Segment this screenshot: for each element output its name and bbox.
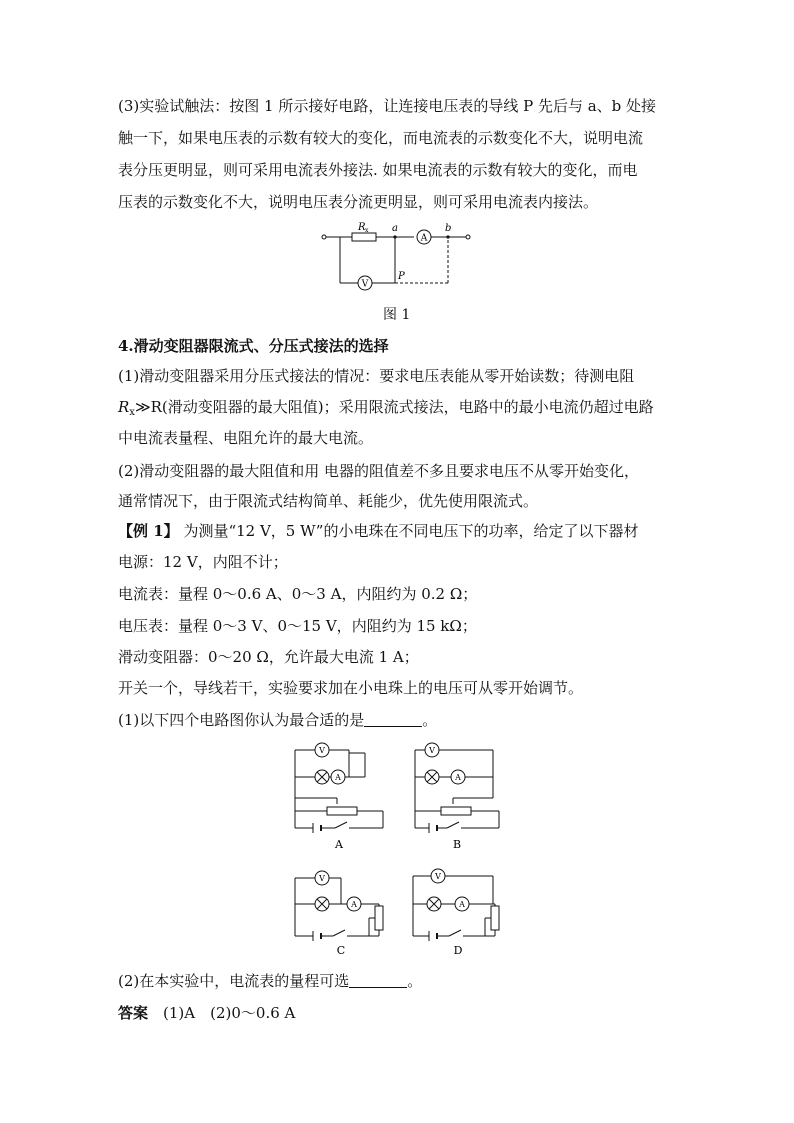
circuit-b-voltmeter-label: V: [429, 746, 435, 755]
answer-label: 答案: [118, 1004, 149, 1022]
circuit-a-voltmeter-label: V: [319, 746, 325, 755]
example-1-title: [118, 521, 638, 541]
example-voltmeter: 电压表：量程 0～3 V、0～15 V，内阻约为 15 kΩ；: [118, 617, 477, 635]
circuit-c-voltmeter-label: V: [319, 874, 325, 883]
figure-1-circuit: [318, 220, 478, 295]
question-1: [118, 710, 437, 730]
s4-item1-line-1: (1)滑动变阻器采用分压式接法的情况：要求电压表能从零开始读数；待测电阻: [118, 367, 635, 385]
circuit-c-caption: C: [336, 944, 346, 957]
circuit-d-caption: D: [453, 944, 463, 957]
example-rheostat: 滑动变阻器：0～20 Ω，允许最大电流 1 A；: [118, 648, 419, 666]
p3-line-1: (3)实验试触法：按图 1 所示接好电路，让连接电压表的导线 P 先后与 a、b 处接: [118, 97, 657, 115]
question-2-blank: [349, 973, 407, 988]
s4-item1-line-2: [118, 397, 654, 423]
s4-item2-line-1: (2)滑动变阻器的最大阻值和用 电器的阻值差不多且要求电压不从零开始变化，: [118, 462, 640, 480]
circuit-c: [295, 878, 383, 936]
example-1-tag: 【例 1】: [118, 522, 179, 540]
circuit-b-ammeter-label: A: [455, 773, 461, 782]
question-1-blank: [364, 712, 422, 727]
answer-text: (1)A (2)0～0.6 A: [163, 1004, 296, 1022]
circuit-d-voltmeter-label: V: [435, 872, 441, 881]
example-1-intro: 为测量“12 V，5 W”的小电珠在不同电压下的功率，给定了以下器材: [178, 522, 639, 540]
fig1-r-label: R: [358, 222, 366, 233]
example-switch: 开关一个，导线若干，实验要求加在小电珠上的电压可从零开始调节。: [118, 679, 584, 697]
fig1-r-sub: x: [365, 227, 369, 234]
p3-line-3: 表分压更明显，则可采用电流表外接法. 如果电流表的示数有较大的变化，而电: [118, 161, 638, 179]
question-2: [118, 971, 422, 991]
example-ammeter: 电流表：量程 0～0.6 A、0～3 A，内阻约为 0.2 Ω；: [118, 585, 478, 603]
circuit-b-caption: B: [452, 838, 462, 851]
s4-item2-line-2: 通常情况下，由于限流式结构简单、耗能少，优先使用限流式。: [118, 492, 539, 510]
p3-line-4: 压表的示数变化不大，说明电压表分流更明显，则可采用电流表内接法。: [118, 193, 599, 211]
circuit-a-caption: A: [335, 838, 343, 851]
fig1-node-a: a: [392, 223, 398, 234]
s4-item1-line-3: 中电流表量程、电阻允许的最大电流。: [118, 429, 374, 447]
rx-symbol: R: [118, 398, 130, 416]
s4-item1-line-2-text: ≫R(滑动变阻器的最大阻值)；采用限流式接法，电路中的最小电流仍超过电路: [134, 398, 654, 416]
question-2-end: 。: [407, 972, 423, 990]
circuit-options: [285, 740, 515, 960]
figure-1-caption: 图 1: [383, 307, 411, 323]
circuit-d-ammeter-label: A: [459, 900, 465, 909]
question-1-text: (1)以下四个电路图你认为最合适的是: [118, 711, 365, 729]
fig1-node-p: P: [398, 271, 405, 282]
circuit-b: [415, 750, 499, 828]
section-4-heading: 4.滑动变阻器限流式、分压式接法的选择: [118, 337, 389, 355]
answer-line: [118, 1003, 295, 1023]
example-source: 电源：12 V，内阻不计；: [118, 553, 288, 571]
circuit-a: [295, 750, 383, 828]
circuit-a-ammeter-label: A: [335, 773, 341, 782]
question-2-text: (2)在本实验中，电流表的量程可选: [118, 972, 350, 990]
fig1-node-b: b: [445, 223, 452, 234]
question-1-end: 。: [422, 711, 438, 729]
p3-line-2: 触一下，如果电压表的示数有较大的变化，而电流表的示数变化不大，说明电流: [118, 129, 644, 147]
fig1-voltmeter-label: V: [361, 279, 369, 290]
circuit-c-ammeter-label: A: [351, 900, 357, 909]
rx-subscript: x: [129, 407, 135, 418]
fig1-ammeter-label: A: [420, 233, 428, 244]
